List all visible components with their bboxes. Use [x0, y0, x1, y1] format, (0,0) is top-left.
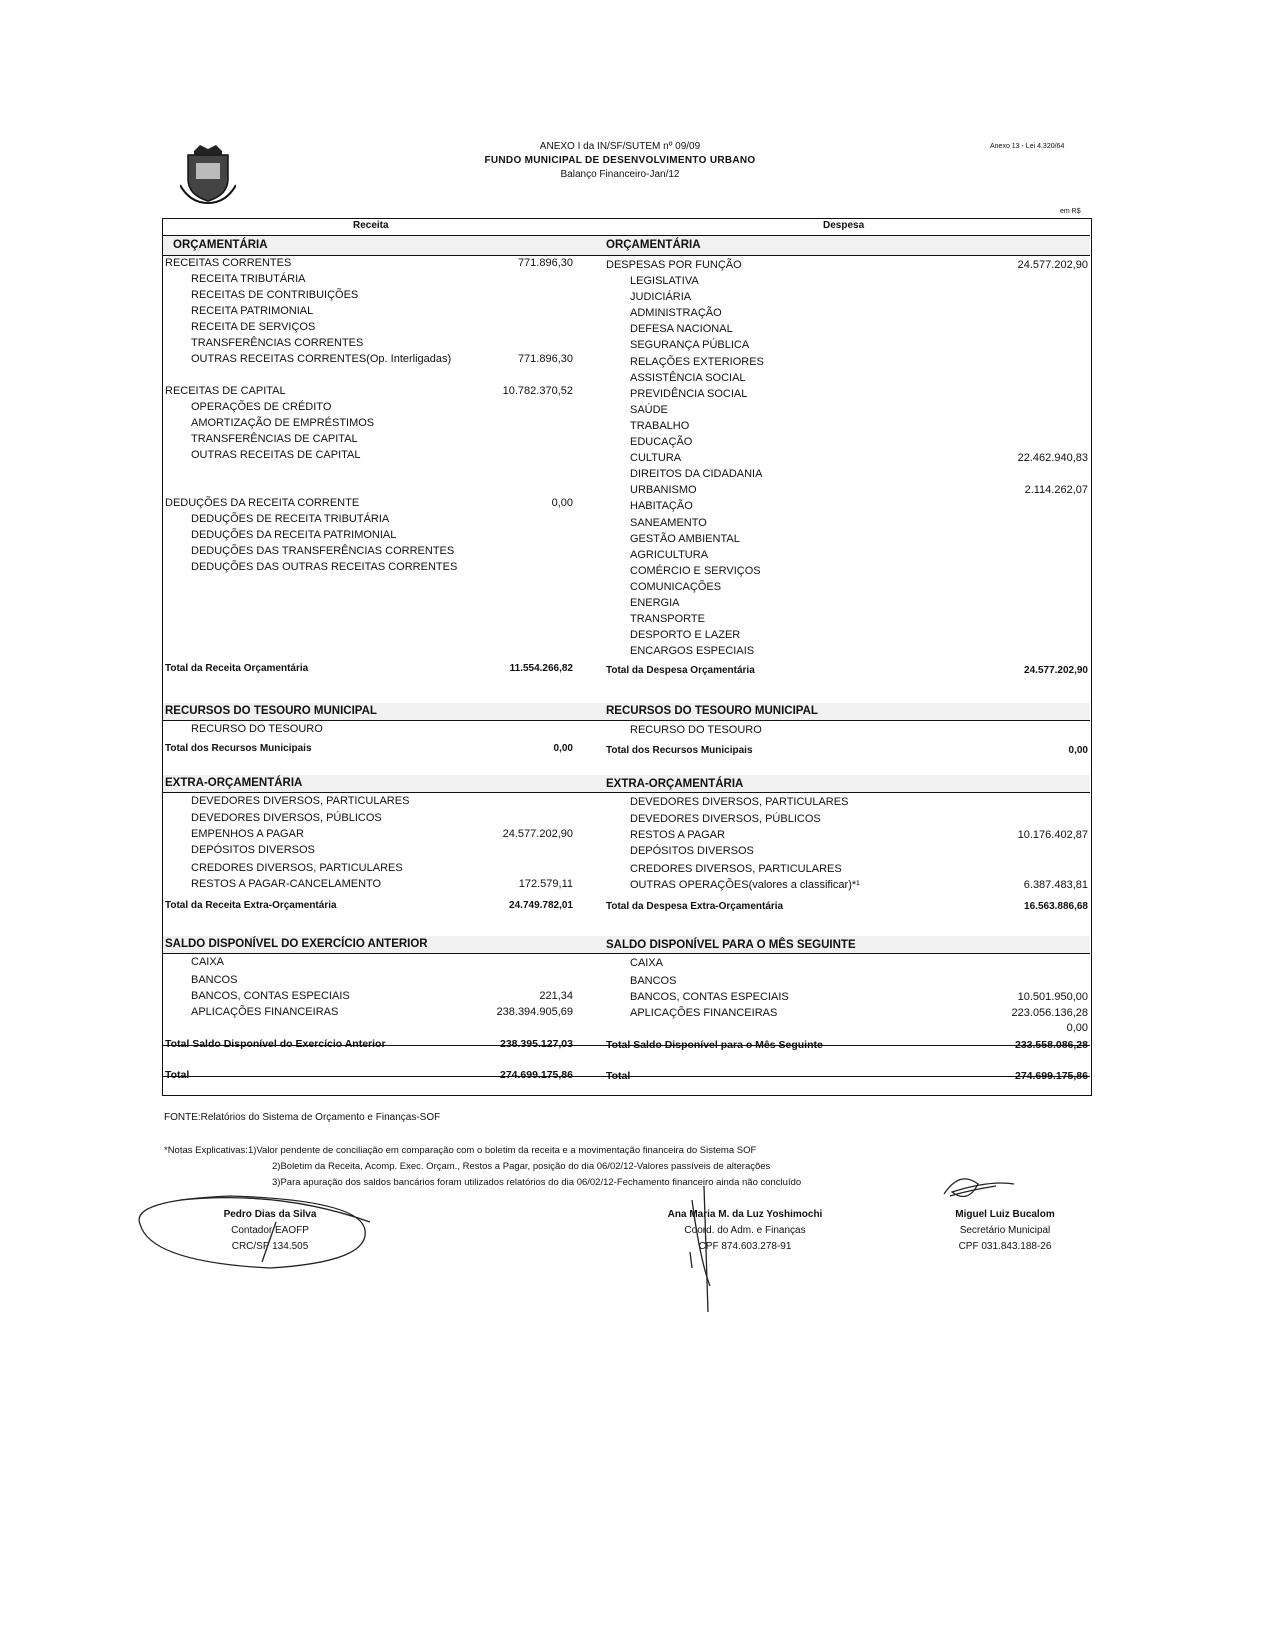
receita-item: RECEITA TRIBUTÁRIA [191, 273, 306, 285]
despesa-funcao-row: LEGISLATIVA [630, 275, 699, 287]
despesa-funcao-row: SAÚDE [630, 403, 668, 416]
despesa-saldo-row: CAIXA [630, 957, 664, 969]
receita-row-deducoes: DEDUÇÕES DA RECEITA CORRENTE 0,00 [165, 497, 573, 509]
despesa-funcao-row: ENCARGOS ESPECIAIS [630, 645, 755, 658]
despesa-extra-row: DEVEDORES DIVERSOS, PARTICULARES [630, 796, 849, 808]
receita-row-capital: RECEITAS DE CAPITAL 10.782.370,52 [165, 385, 573, 397]
despesa-extra-row: DEPÓSITOS DIVERSOS [630, 845, 754, 857]
receita-item: RECURSO DO TESOURO [191, 723, 323, 735]
receita-item: TRANSFERÊNCIAS DE CAPITAL [191, 433, 358, 445]
despesa-funcao-row: RELAÇÕES EXTERIORES [630, 355, 764, 368]
despesa-funcao-row: GESTÃO AMBIENTAL [630, 532, 740, 545]
receita-total-extra: Total da Receita Extra-Orçamentária 24.749.782,01 [165, 900, 573, 911]
receita-item: RECEITA DE SERVIÇOS [191, 321, 316, 333]
despesa-funcao-row: URBANISMO 2.114.262,07 [630, 484, 1088, 497]
despesa-extra-row: RESTOS A PAGAR 10.176.402,87 [630, 829, 1088, 841]
receita-section-extra: EXTRA-ORÇAMENTÁRIA [165, 777, 303, 789]
despesa-funcao-row: HABITAÇÃO [630, 500, 693, 513]
despesa-funcao-row: DIREITOS DA CIDADANIA [630, 468, 763, 481]
receita-section-orcamentaria: ORÇAMENTÁRIA [173, 239, 268, 251]
signature-block-coordinator: Ana Maria M. da Luz Yoshimochi Coord. do Adm. e Finanças CPF 874.603.278-91 [667, 1209, 823, 1252]
receita-extra-row: RESTOS A PAGAR-CANCELAMENTO 172.579,11 [191, 878, 573, 890]
despesa-row-funcao: DESPESAS POR FUNÇÃO 24.577.202,90 [606, 259, 1088, 271]
despesa-funcao-row: CULTURA 22.462.940,83 [630, 452, 1088, 465]
receita-total-saldo: Total Saldo Disponível do Exercício Anterior 238.395.127,03 [165, 1038, 573, 1050]
despesa-section-extra: EXTRA-ORÇAMENTÁRIA [606, 778, 744, 790]
despesa-saldo-row: BANCOS, CONTAS ESPECIAIS 10.501.950,00 [630, 991, 1088, 1003]
receita-extra-row: EMPENHOS A PAGAR 24.577.202,90 [191, 828, 573, 840]
receita-section-tesouro: RECURSOS DO TESOURO MUNICIPAL [165, 705, 377, 717]
receita-item: TRANSFERÊNCIAS CORRENTES [191, 337, 364, 349]
despesa-funcao-row: SANEAMENTO [630, 516, 707, 529]
despesa-column-header: Despesa [823, 220, 865, 231]
receita-column-header: Receita [353, 220, 389, 231]
despesa-item: RECURSO DO TESOURO [630, 724, 762, 736]
despesa-funcao-row: EDUCAÇÃO [630, 436, 693, 448]
report-period: Balanço Financeiro-Jan/12 [560, 169, 680, 180]
receita-item: DEDUÇÕES DAS TRANSFERÊNCIAS CORRENTES [191, 545, 455, 557]
receita-item: OPERAÇÕES DE CRÉDITO [191, 401, 332, 413]
despesa-extra-row: CREDORES DIVERSOS, PARTICULARES [630, 863, 842, 875]
law-reference: Anexo 13 - Lei 4.320/64 [990, 143, 1065, 150]
receita-item: DEDUÇÕES DA RECEITA PATRIMONIAL [191, 529, 397, 541]
receita-total-tesouro: Total dos Recursos Municipais 0,00 [165, 743, 573, 754]
receita-grand-total: Total 274.699.175,86 [165, 1069, 573, 1081]
despesa-total-orcamentaria: Total da Despesa Orçamentária 24.577.202,90 [606, 665, 1088, 676]
receita-saldo-row: CAIXA [191, 956, 225, 968]
receita-extra-row: DEPÓSITOS DIVERSOS [191, 844, 315, 856]
receita-item: AMORTIZAÇÃO DE EMPRÉSTIMOS [191, 417, 375, 429]
source-note: FONTE:Relatórios do Sistema de Orçamento e Finanças-SOF [164, 1112, 441, 1123]
receita-item: DEDUÇÕES DAS OUTRAS RECEITAS CORRENTES [191, 561, 458, 573]
note-line: 3)Para apuração dos saldos bancários foram utilizados relatórios do dia 06/02/12-Fechamento financeiro ainda não concluído [272, 1177, 802, 1188]
receita-row-outras-correntes: OUTRAS RECEITAS CORRENTES(Op. Interligadas) 771.896,30 [191, 353, 573, 365]
receita-total-orcamentaria: Total da Receita Orçamentária 11.554.266,82 [165, 663, 573, 674]
receita-item: RECEITA PATRIMONIAL [191, 305, 314, 317]
despesa-funcao-row: AGRICULTURA [630, 548, 709, 561]
signature-block-secretary: Miguel Luiz Bucalom Secretário Municipal CPF 031.843.188-26 [955, 1209, 1055, 1252]
note-line: 2)Boletim da Receita, Acomp. Exec. Orçam., Restos a Pagar, posição do dia 06/02/12-Valores passíveis de alterações [272, 1161, 771, 1172]
receita-item: OUTRAS RECEITAS DE CAPITAL [191, 449, 361, 461]
despesa-funcao-row: ENERGIA [630, 597, 680, 609]
annex-title: ANEXO I da IN/SF/SUTEM nº 09/09 [539, 141, 701, 152]
despesa-funcao-row: ADMINISTRAÇÃO [630, 307, 722, 320]
despesa-extra-row: OUTRAS OPERAÇÕES(valores a classificar)*¹ 6.387.483,81 [630, 879, 1088, 891]
fund-name: FUNDO MUNICIPAL DE DESENVOLVIMENTO URBANO [484, 155, 756, 166]
receita-saldo-row: APLICAÇÕES FINANCEIRAS 238.394.905,69 [191, 1006, 573, 1018]
receita-extra-row: CREDORES DIVERSOS, PARTICULARES [191, 862, 403, 874]
despesa-saldo-row: APLICAÇÕES FINANCEIRAS 223.056.136,28 [630, 1007, 1088, 1019]
despesa-funcao-row: PREVIDÊNCIA SOCIAL [630, 387, 748, 400]
signature-block-accountant: Pedro Dias da Silva Contador EAOFP CRC/SP 134.505 [223, 1209, 317, 1252]
currency-note: em R$ [1060, 208, 1081, 215]
receita-section-saldo: SALDO DISPONÍVEL DO EXERCÍCIO ANTERIOR [165, 938, 428, 950]
despesa-section-saldo: SALDO DISPONÍVEL PARA O MÊS SEGUINTE [606, 939, 856, 951]
despesa-total-saldo: Total Saldo Disponível para o Mês Seguinte 233.558.086,28 [606, 1039, 1088, 1051]
despesa-total-extra: Total da Despesa Extra-Orçamentária 16.563.886,68 [606, 901, 1088, 912]
despesa-extra-row: DEVEDORES DIVERSOS, PÚBLICOS [630, 813, 821, 825]
note-line: *Notas Explicativas:1)Valor pendente de conciliação em comparação com o boletim da receita e a movimentação financeira do Sistema SOF [164, 1145, 757, 1156]
despesa-grand-total: Total 274.699.175,86 [606, 1070, 1088, 1082]
receita-item: DEDUÇÕES DE RECEITA TRIBUTÁRIA [191, 513, 390, 525]
despesa-funcao-row: TRANSPORTE [630, 613, 705, 626]
despesa-section-tesouro: RECURSOS DO TESOURO MUNICIPAL [606, 705, 818, 717]
receita-saldo-row: BANCOS, CONTAS ESPECIAIS 221,34 [191, 990, 573, 1002]
despesa-funcao-row: DESPORTO E LAZER [630, 629, 741, 642]
despesa-funcao-row: ASSISTÊNCIA SOCIAL [630, 371, 746, 384]
receita-extra-row: DEVEDORES DIVERSOS, PARTICULARES [191, 795, 410, 807]
despesa-saldo-row: 0,00 [1066, 1022, 1088, 1034]
despesa-section-orcamentaria: ORÇAMENTÁRIA [606, 239, 701, 251]
receita-row-correntes: RECEITAS CORRENTES 771.896,30 [165, 257, 573, 269]
despesa-saldo-row: BANCOS [630, 975, 677, 987]
receita-item: RECEITAS DE CONTRIBUIÇÕES [191, 289, 359, 301]
despesa-funcao-row: COMUNICAÇÕES [630, 580, 722, 593]
receita-extra-row: DEVEDORES DIVERSOS, PÚBLICOS [191, 812, 382, 824]
receita-saldo-row: BANCOS [191, 974, 238, 986]
despesa-funcao-row: TRABALHO [630, 419, 690, 432]
despesa-funcao-row: JUDICIÁRIA [630, 291, 692, 304]
despesa-funcao-row: COMÉRCIO E SERVIÇOS [630, 564, 761, 577]
despesa-total-tesouro: Total dos Recursos Municipais 0,00 [606, 745, 1088, 756]
despesa-funcao-row: SEGURANÇA PÚBLICA [630, 339, 750, 352]
despesa-funcao-row: DEFESA NACIONAL [630, 323, 733, 336]
